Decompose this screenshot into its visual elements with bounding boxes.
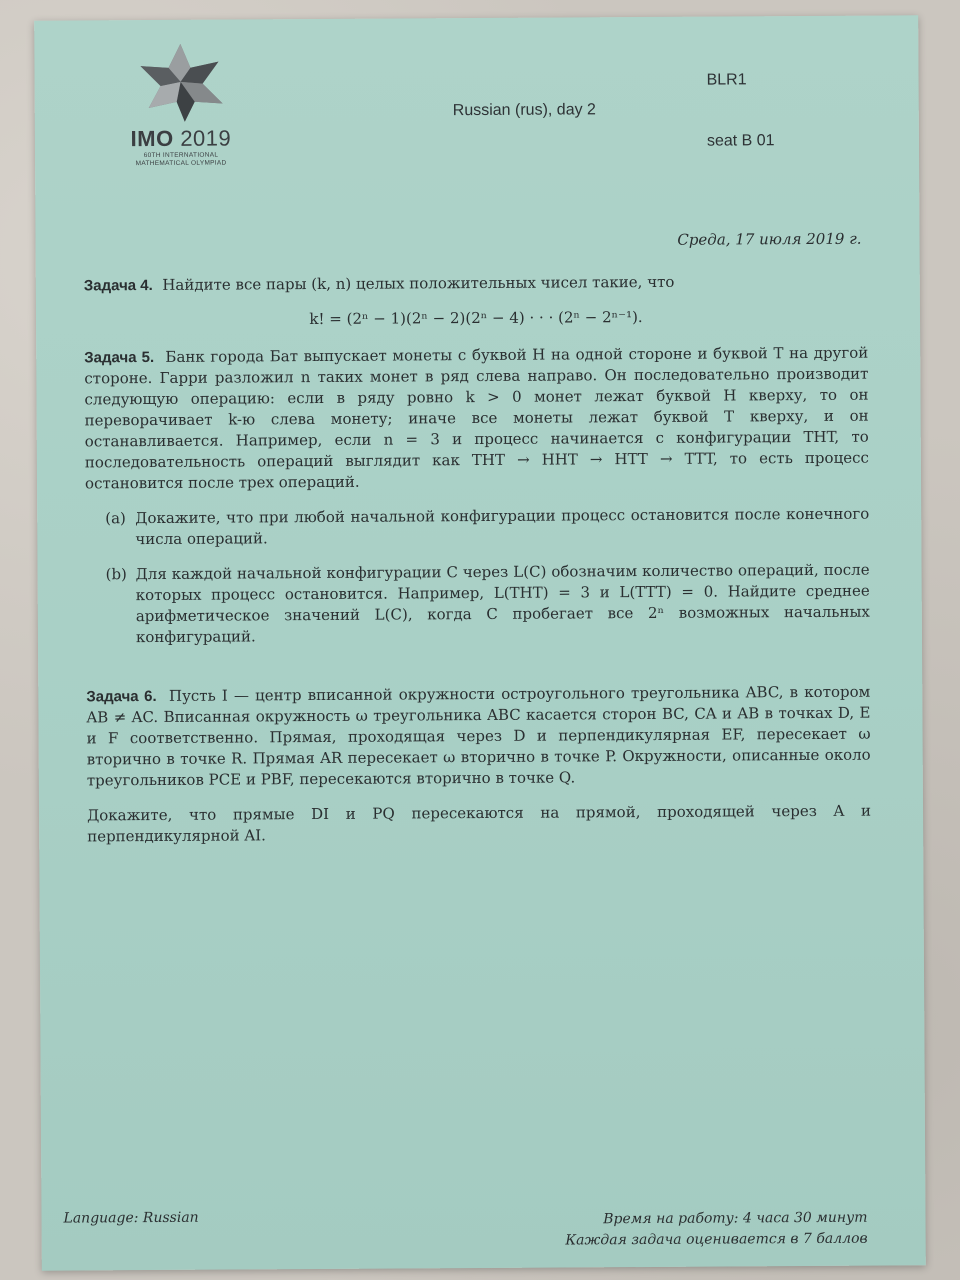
contestant-code: BLR1 <box>706 71 747 89</box>
problem-5-text: Банк города Бат выпускает монеты с буквой H на одной стороне и буквой T на другой стороне. Гарри разложил n таких монет в ряд слева направо. Он последовательно производит следующую операцию: если в ряду ровно k > 0 монет лежат буквой H кверху, то он переворачивает k-ю слева монету; иначе все монеты лежат буквой T кверху, и он останавливается. Например, если n = 3 и процесс начинается с конфигурации THT, то последовательность операций выглядит как THT → HHT → HTT → TTT, то есть процесс остановится после трех операций. <box>84 343 869 493</box>
problem-6-text: Пусть I — центр вписанной окружности остроугольного треугольника ABC, в котором AB ≠ AC. Вписанная окружность ω треугольника ABC касается сторон BC, CA и AB в точках D, E и F соответственно. Прямая, проходящая через D и перпендикулярная EF, пересекает ω вторично в точке R. Прямая AR пересекает ω вторично в точке P. Окружности, описанные около треугольников PCE и PBF, пересекаются вторично в точке Q. <box>86 682 871 790</box>
problem-4 <box>84 271 868 332</box>
exam-sheet <box>34 15 926 1270</box>
footer-info <box>565 1208 868 1252</box>
language-day: Russian (rus), day 2 <box>452 101 596 120</box>
problem-4-text: Найдите все пары (k, n) целых положительных чисел такие, что <box>162 272 675 294</box>
problem-5 <box>84 343 870 649</box>
part-a-label: (a) <box>105 509 126 528</box>
problems-section <box>84 271 872 864</box>
problem-4-formula: k! = (2ⁿ − 1)(2ⁿ − 2)(2ⁿ − 4) · · · (2ⁿ − 2ⁿ⁻¹). <box>309 308 643 329</box>
seat-number: seat B 01 <box>706 132 775 150</box>
problem-5-part-a <box>105 504 869 551</box>
problem-6-label: Задача 6. <box>86 687 157 706</box>
footer-time: Время на работу: 4 часа 30 минут <box>603 1209 868 1228</box>
problem-5-part-b <box>106 560 870 649</box>
problem-6 <box>86 682 871 848</box>
problem-5-label: Задача 5. <box>84 348 155 367</box>
part-b-label: (b) <box>105 565 127 584</box>
logo-subtitle-1: 60TH INTERNATIONAL <box>143 151 219 160</box>
exam-date: Среда, 17 июля 2019 г. <box>677 229 862 249</box>
imo-logo <box>100 41 261 168</box>
logo-subtitle-2: MATHEMATICAL OLYMPIAD <box>135 159 227 168</box>
logo-title: IMO 2019 <box>130 125 232 152</box>
part-b-text: Для каждой начальной конфигурации C через L(C) обозначим количество операций, после которых процесс остановится. Например, L(THT) = 3 и L(TTT) = 0. Найдите среднее арифметическое значений L(C), когда C пробегает все 2ⁿ возможных начальных конфигураций. <box>135 560 870 647</box>
footer-points: Каждая задача оценивается в 7 баллов <box>565 1230 868 1249</box>
problem-4-label: Задача 4. <box>83 276 153 295</box>
problem-6-task: Докажите, что прямые DI и PQ пересекаются на прямой, проходящей через A и перпендикулярной AI. <box>86 801 872 846</box>
star-polyhedron-icon <box>134 42 226 125</box>
footer-language: Language: Russian <box>63 1209 199 1227</box>
part-a-text: Докажите, что при любой начальной конфигурации процесс остановится после конечного числа операций. <box>135 504 870 549</box>
